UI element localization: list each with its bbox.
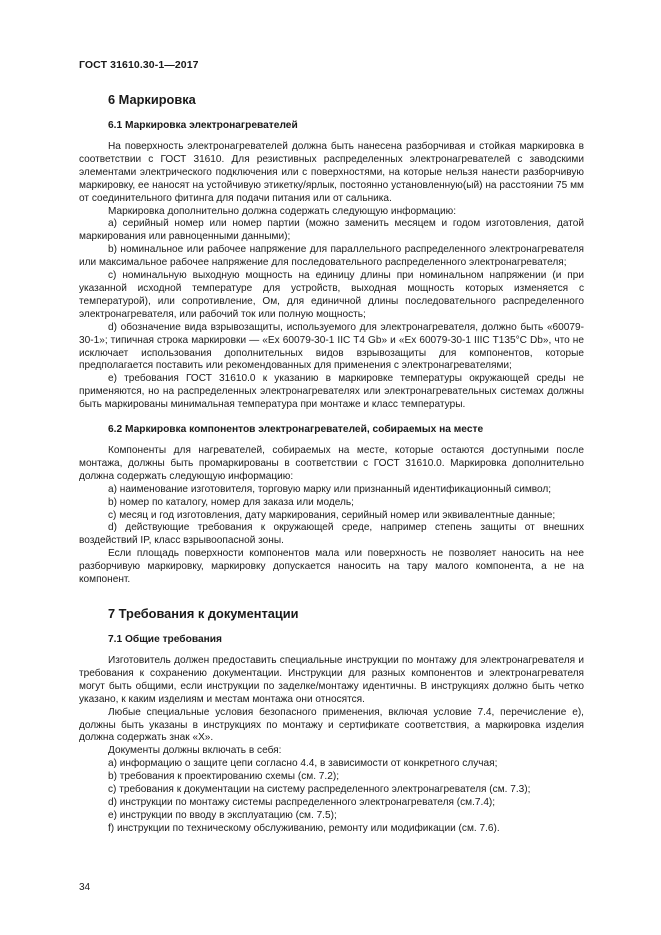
list-item: c) номинальную выходную мощность на единицу длины при номинальном напряжении (и при указанной исходной температуре для устройств, выходная мощность которых изменяется с температурой), или сопротивление, Ом, для единичной длины последовательного распределенного электронагревателя, или рабочий ток или полную мощность; <box>79 270 584 320</box>
list-item: а) серийный номер или номер партии (можно заменить месяцем и годом изготовления, датой маркирования или равноценными данными); <box>79 218 584 243</box>
list-item: d) действующие требования к окружающей среде, например степень защиты от внешних воздействий IP, класс взрывоопасной зоны. <box>79 522 584 547</box>
section-7-1-heading: 7.1 Общие требования <box>108 634 222 645</box>
section-7-heading: 7 Требования к документации <box>108 606 299 621</box>
section-6-2-paragraph: Компоненты для нагревателей, собираемых на месте, которые остаются доступными после монтажа, должны быть промаркированы в соответствии с ГОСТ 31610.0. Маркировка дополнительно должна содержать следующую информацию: <box>79 445 584 482</box>
page-content <box>79 92 584 836</box>
list-item: а) информацию о защите цепи согласно 4.4, в зависимости от конкретного случая; <box>108 758 498 770</box>
list-item: c) месяц и год изготовления, дату маркирования, серийный номер или эквивалентные данные; <box>108 509 556 521</box>
section-7-1-paragraph: Изготовитель должен предоставить специальные инструкции по монтажу для электронагревателя и требования к сохранению документации. Инструкции для разных компонентов и электронагревателя могут быть общими, если инструкции по заделке/монтажу идентичны. В инструкциях должно быть четко указано, к каким изделиям и местам монтажа они относятся. <box>79 655 584 705</box>
list-item: e) требования ГОСТ 31610.0 к указанию в маркировке температуры окружающей среды не применяются, но на распределенных электронагревателях или электронагревательных системах должны быть маркированы минимальная температура при монтаже и класс температуры. <box>79 373 584 411</box>
list-item: f) инструкции по техническому обслуживанию, ремонту или модификации (см. 7.6). <box>108 822 500 834</box>
document-header: ГОСТ 31610.30-1—2017 <box>79 59 199 71</box>
section-7-1-paragraph: Документы должны включать в себя: <box>108 745 282 757</box>
section-6-1-paragraph: Маркировка дополнительно должна содержать следующую информацию: <box>108 205 457 217</box>
section-7-1-paragraph: Любые специальные условия безопасного применения, включая условие 7.4, перечисление e), должны быть указаны в инструкциях по монтажу и сертификате соответствия, а маркировка изделия должна содержать знак «X». <box>79 706 584 744</box>
section-6-1-heading: 6.1 Маркировка электронагревателей <box>108 120 298 131</box>
list-item: b) требования к проектированию схемы (см. 7.2); <box>108 771 339 783</box>
section-6-2-paragraph: Если площадь поверхности компонентов мала или поверхность не позволяет наносить на нее разборчивую маркировку, маркировку допускается наносить на тару малого компонента, а не на компонент. <box>79 548 584 586</box>
section-6-2-heading: 6.2 Маркировка компонентов электронагревателей, собираемых на месте <box>108 424 484 436</box>
list-item: c) требования к документации на систему распределенного электронагревателя (см. 7.3); <box>108 784 531 796</box>
page-number: 34 <box>79 882 91 893</box>
list-item: e) инструкции по вводу в эксплуатацию (см. 7.5); <box>108 809 337 821</box>
list-item: d) инструкции по монтажу системы распределенного электронагревателя (см.7.4); <box>108 796 496 808</box>
section-6-1-paragraph: На поверхность электронагревателей должна быть нанесена разборчивая и стойкая маркировка в соответствии с ГОСТ 31610. Для резистивных распределенных электронагревателей с заводскими элементами электрического подключения или с поверхностями, на которые нельзя нанести разборчивую маркировку, ее наносят на устойчивую этикетку/ярлык, постоянно установленную(ый) на расстоянии 75 мм от соединительного фитинга для подачи питания или от сальника. <box>79 141 584 204</box>
list-item: b) номинальное или рабочее напряжение для параллельного распределенного электронагревателя или максимальное рабочее напряжение для последовательного распределенного электронагревателя; <box>79 244 584 269</box>
list-item: а) наименование изготовителя, торговую марку или признанный идентификационный символ; <box>108 483 552 495</box>
section-6-heading: 6 Маркировка <box>108 92 196 107</box>
list-item: d) обозначение вида взрывозащиты, используемого для электронагревателя, должно быть «60079-30-1»; типичная строка маркировки — «Ex 60079-30-1 IIC T4 Gb» и «Ex 60079-30-1 IIIC T135°C Db», что не исключает использования дополнительных видов взрывозащиты для компонентов, которые предполагается поставить или рекомендованных для применения с электронагревателями; <box>79 321 584 372</box>
list-item: b) номер по каталогу, номер для заказа или модель; <box>108 496 354 508</box>
